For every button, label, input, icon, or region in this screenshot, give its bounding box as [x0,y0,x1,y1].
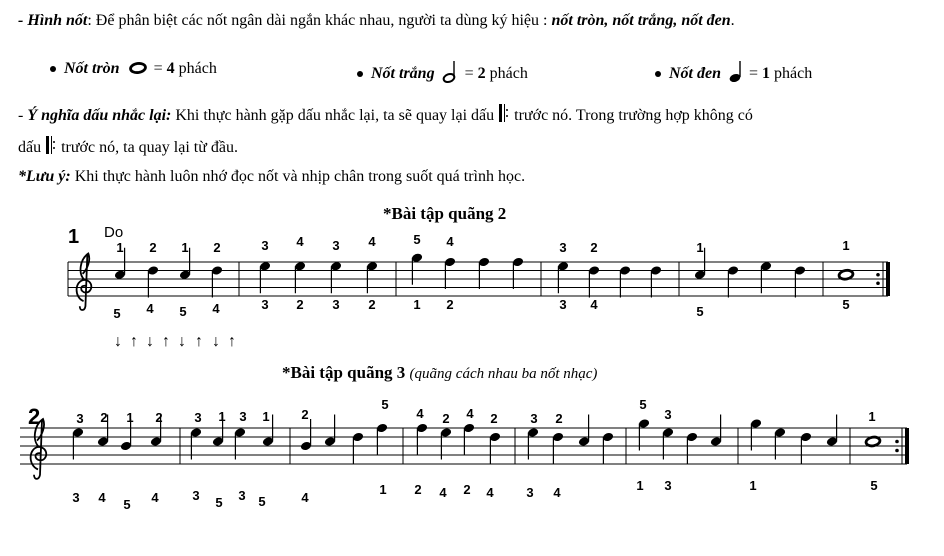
fingering-number: 3 [76,411,84,426]
bullet-eq: = [149,60,167,77]
fingering-number: 3 [526,485,534,500]
fingering-number: 1 [868,409,876,424]
hinh-not-end: . [730,12,735,29]
exercise-3-subtitle: (quãng cách nhau ba nốt nhạc) [409,366,598,382]
fingering-number: 5 [123,497,131,512]
bullet-unit: phách [485,65,528,82]
bow-direction-arrow: ↑ [162,333,170,350]
repeat-dot [876,273,880,277]
fingering-number: 3 [238,488,246,503]
fingering-number: 3 [192,488,200,503]
bow-direction-arrow: ↑ [228,333,236,350]
fingering-number: 2 [301,407,309,422]
fingering-number: 1 [413,297,421,312]
bullet-label: Nốt trắng [371,65,435,82]
exercise-3-title: *Bài tập quãng 3 [282,363,406,382]
fingering-number: 2 [446,297,454,312]
fingering-number: 1 [696,240,704,255]
fingering-number: 1 [749,478,757,493]
fingering-number: 3 [261,297,269,312]
fingering-number: 2 [213,240,221,255]
repeat-dot [895,449,899,453]
fingering-number: 4 [151,490,159,505]
exercise-2-title: *Bài tập quãng 2 [383,204,507,223]
bullet-label: Nốt tròn [64,60,120,77]
bullet-eq: = [745,65,763,82]
fingering-number: 2 [368,297,376,312]
repeat-dot [895,440,899,444]
fingering-number: 2 [100,410,108,425]
fingering-number: 4 [590,297,598,312]
bow-direction-arrow: ↓ [212,333,220,350]
repeat-body-1: Khi thực hành gặp dấu nhắc lại, ta sẽ quay lại dấu [171,107,499,124]
hinh-not-label: - Hình nốt [18,12,88,29]
fingering-number: 4 [98,490,106,505]
fingering-number: 1 [126,410,134,425]
hinh-not-symbols: nốt tròn, nốt trắng, nốt đen [551,12,731,29]
fingering-number: 4 [301,490,309,505]
fingering-number: 5 [696,304,704,319]
fingering-number: 2 [155,410,163,425]
hinh-not-body: : Để phân biệt các nốt ngân dài ngắn khác nhau, người ta dùng ký hiệu : [87,12,552,29]
repeat-line2-a: dấu [18,139,46,156]
fingering-number: 5 [842,297,850,312]
fingering-number: 5 [413,232,421,247]
exercise-number: 2 [28,404,41,429]
note-label: *Lưu ý: [18,168,71,185]
fingering-number: 3 [664,478,672,493]
bullet-value: 4 [166,60,175,77]
exercise-number: 1 [68,226,80,248]
fingering-number: 1 [379,482,387,497]
fingering-number: 3 [664,407,672,422]
fingering-number: 4 [486,485,494,500]
fingering-number: 4 [439,485,447,500]
note-body: Khi thực hành luôn nhớ đọc nốt và nhịp chân trong suốt quá trình học. [70,168,526,185]
fingering-number: 4 [368,234,376,249]
fingering-number: 3 [194,410,202,425]
bullet-value: 1 [762,65,771,82]
repeat-label: Ý nghĩa dấu nhắc lại: [27,107,172,124]
fingering-number: 5 [179,304,187,319]
fingering-number: 5 [639,397,647,412]
whole-note [838,269,853,280]
fingering-number: 2 [463,482,471,497]
fingering-number: 3 [332,238,340,253]
start-note-label: Do [104,224,124,241]
fingering-number: 1 [842,238,850,253]
bullet-label: Nốt đen [669,65,721,82]
fingering-number: 2 [590,240,598,255]
fingering-number: 2 [490,411,498,426]
fingering-number: 1 [636,478,644,493]
fingering-number: 3 [559,297,567,312]
fingering-number: 3 [332,297,340,312]
fingering-number: 2 [149,240,157,255]
fingering-number: 4 [466,406,474,421]
repeat-prefix: - [18,107,28,124]
fingering-number: 1 [181,240,189,255]
fingering-number: 3 [261,238,269,253]
fingering-number: 4 [212,301,220,316]
bow-direction-arrow: ↑ [130,333,138,350]
fingering-number: 5 [870,478,878,493]
fingering-number: 2 [555,411,563,426]
fingering-number: 2 [414,482,422,497]
whole-note [865,436,880,447]
bow-direction-arrow: ↓ [114,333,122,350]
repeat-line2-b: trước nó, ta quay lại từ đầu. [57,139,238,156]
bullet-value: 2 [477,65,486,82]
bow-direction-arrow: ↓ [146,333,154,350]
fingering-number: 4 [553,485,561,500]
fingering-number: 3 [72,490,80,505]
bow-direction-arrow: ↑ [195,333,203,350]
repeat-dot [876,281,880,285]
fingering-number: 3 [559,240,567,255]
fingering-number: 2 [296,297,304,312]
bullet-unit: phách [770,65,813,82]
fingering-number: 4 [296,234,304,249]
fingering-number: 4 [416,406,424,421]
fingering-number: 5 [215,495,223,510]
fingering-number: 4 [146,301,154,316]
fingering-number: 1 [262,409,270,424]
fingering-number: 1 [218,409,226,424]
fingering-number: 3 [530,411,538,426]
fingering-number: 2 [442,411,450,426]
fingering-number: 5 [381,397,389,412]
bullet-eq: = [460,65,478,82]
fingering-number: 5 [113,306,121,321]
fingering-number: 5 [258,494,266,509]
bow-direction-arrow: ↓ [178,333,186,350]
bullet-unit: phách [174,60,217,77]
fingering-number: 1 [116,240,124,255]
fingering-number: 3 [239,409,247,424]
repeat-body-2: trước nó. Trong trường hợp không có [510,107,753,124]
fingering-number: 4 [446,234,454,249]
